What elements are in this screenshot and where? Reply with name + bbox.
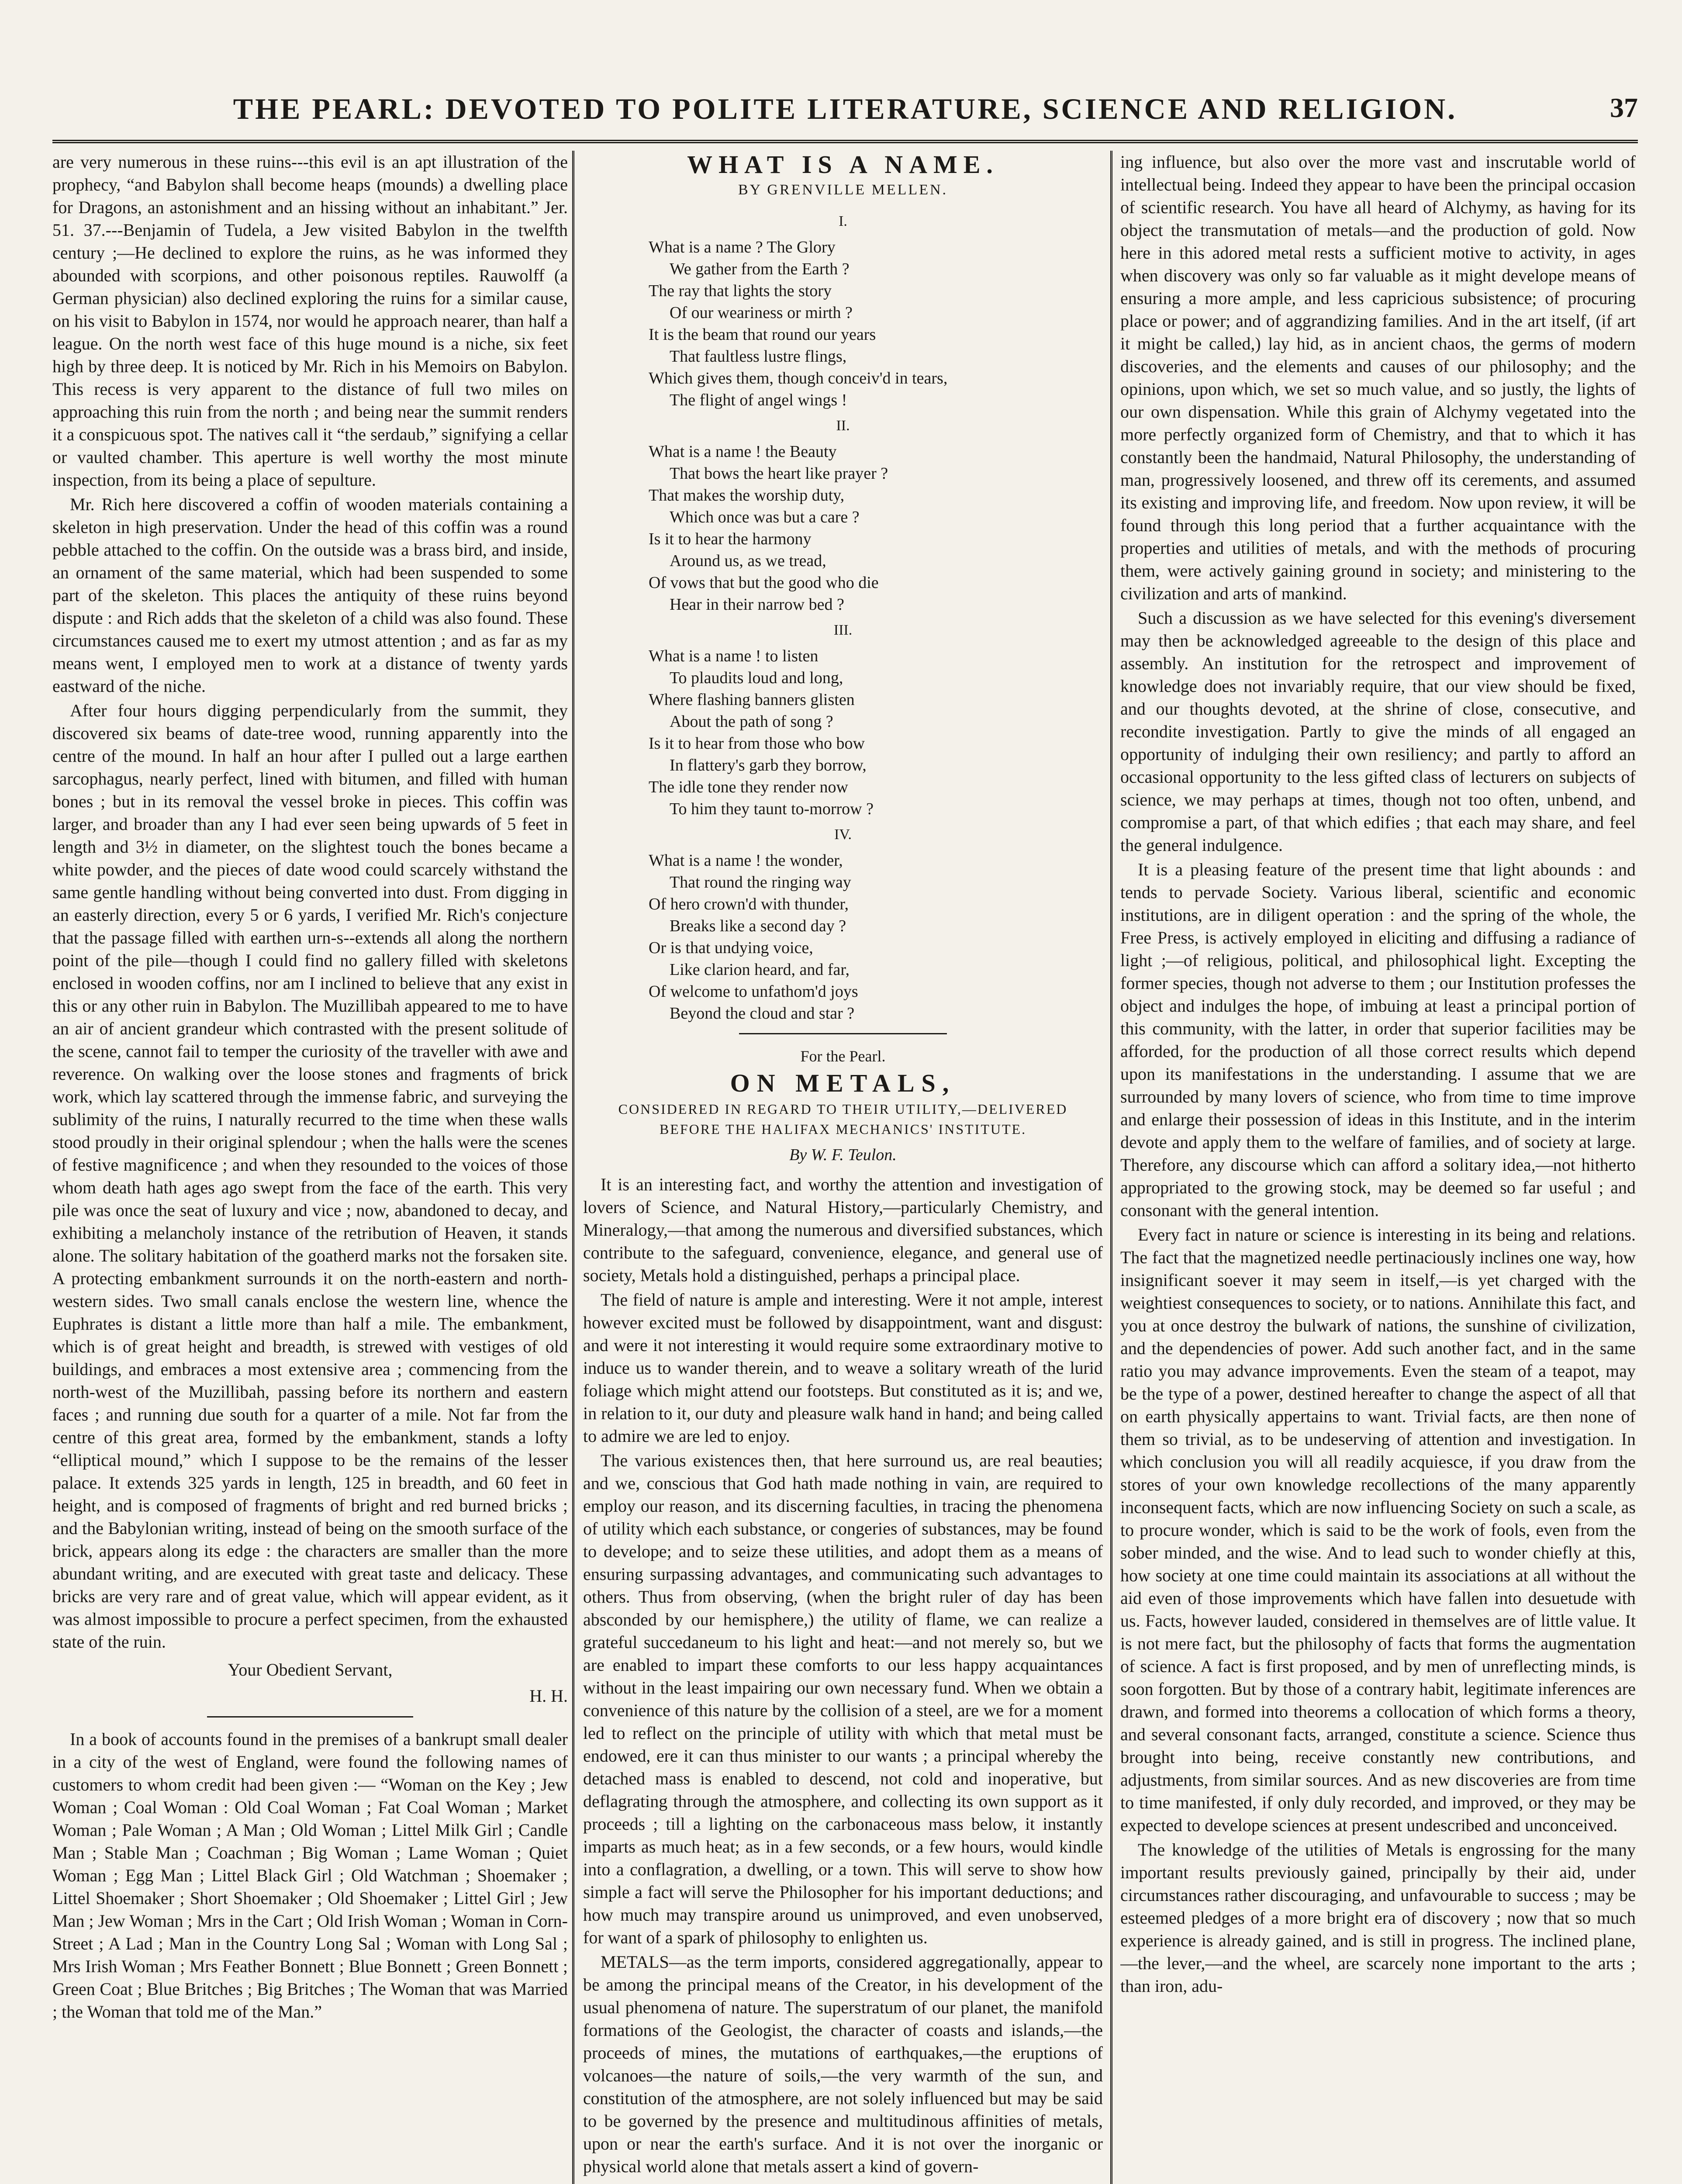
paragraph: In a book of accounts found in the premises of a bankrupt small dealer in a city of the west of England, were found the following names of customers to whom credit had been given :— “Woman on the Key ; Jew Woman ; Coal Woman : Old Coal Woman ; Fat Coal Woman ; Market Woman ; Pale Woman ; A Man ; Old Woman ; Littel Milk Girl ; Candle Man ; Stable Man ; Coachman ; Big Woman ; Lame Woman ; Quiet Woman ; Egg Man ; Littel Black Girl ; Old Watchman ; Shoemaker ; Littel Shoemaker ; Short Shoemaker ; Old Shoemaker ; Littel Girl ; Jew Man ; Jew Woman ; Mrs in the Cart ; Old Irish Woman ; Woman in Corn-Street ; A Lad ; Man in the Country Long Sal ; Woman with Long Sal ; Mrs Irish Woman ; Mrs Feather Bonnett ; Blue Bonnett ; Green Bonnett ; Green Coat ; Blue Britches ; Big Britches ; The Woman that was Married ; the Woman that told me of the Man.” xyxy=(52,1729,568,2022)
paragraph: Such a discussion as we have selected for this evening's diversement may then be acknowledged agreeable to the design of this place and assembly. An institution for the retrospect and improvement of knowledge does not invariably require, that our view should be fixed, and our thoughts devoted, at the shrine of close, consecutive, and recondite investigation. Partly to give the minds of all engaged an opportunity of indulging their own resiliency; and partly to afford an occasional opportunity to the less gifted class of lecturers on subjects of science, we may perhaps at times, though not too often, unbend, and compromise a part, of that which edifies ; that each may share, and feel the general indulgence. xyxy=(1120,608,1636,855)
poem-line: Beyond the cloud and star ? xyxy=(670,1004,855,1023)
column-rule xyxy=(1110,151,1112,2184)
poem-line: Like clarion heard, and far, xyxy=(670,961,850,979)
poem-line: Or is that undying voice, xyxy=(649,939,813,957)
poem-line: To plaudits loud and long, xyxy=(670,669,843,687)
poem-line: Of vows that but the good who die xyxy=(649,574,879,592)
poem-line: Which once was but a care ? xyxy=(670,508,860,526)
poem-line: The flight of angel wings ! xyxy=(670,391,847,409)
stanza-number: II. xyxy=(836,418,850,434)
stanza xyxy=(583,850,1103,1024)
column-rule xyxy=(572,151,574,2184)
column-middle xyxy=(583,151,1103,2184)
poem-line: Breaks like a second day ? xyxy=(670,917,846,935)
poem-line: Of our weariness or mirth ? xyxy=(670,304,853,322)
poem-line: Around us, as we tread, xyxy=(670,552,826,570)
stanza xyxy=(583,645,1103,820)
column-right xyxy=(1120,151,1636,2184)
poem-line: Of welcome to unfathom'd joys xyxy=(649,982,858,1001)
page-number: 37 xyxy=(1610,92,1638,123)
section-divider xyxy=(739,1033,947,1034)
paragraph: Every fact in nature or science is interesting in its being and relations. The fact that the magnetized needle pertinaciously inclines one way, how insignificant soever it may seem in itself,—is yet charged with the weightiest consequences to society, or to nations. Annihilate this fact, and you at once destroy the bulwark of nations, the sunshine of civilization, and the dependencies of power. Add such another fact, and in the same ratio you may advance improvements. Even the steam of a teapot, may be the type of a power, destined hereafter to change the aspect of all that on earth physically appertains to want. Trivial facts, are then none of them so trivial, as to be undeserving of attention and investigation. In which conclusion you will all readily acquiesce, if you draw from the stores of your own knowledge recollections of the many apparently inconsequent facts, which are now influencing Society on such a scale, as to procure wonder, which is said to be the work of fools, even from the sober minded, and the wise. And to lead such to wonder chiefly at this, how society at one time could maintain its associations at all without the aid even of those improvements which have fallen into desuetude with us. Facts, however lauded, considered in themselves are of little value. It is not mere fact, but the philosophy of facts that forms the augmentation of science. A fact is first proposed, and by men of unreflecting minds, is soon forgotten. But by those of a contrary habit, legitimate inferences are drawn, and formed into theorems a collocation of which forms a theory, and several consonant facts, arranged, constitute a science. Science thus brought into being, receive constantly new contributions, and adjustments, from similar sources. And as new discoveries are from time to time manifested, if only duly recorded, and improved, or they may be expected to develope sciences at present undescribed and unconceived. xyxy=(1120,1225,1636,1835)
stanza xyxy=(583,236,1103,411)
article-byline: By W. F. Teulon. xyxy=(789,1146,897,1164)
article-subtitle: CONSIDERED IN REGARD TO THEIR UTILITY,—DELIVERED BEFORE THE HALIFAX MECHANICS' INSTITUTE. xyxy=(618,1101,1068,1137)
paragraph: METALS—as the term imports, considered aggregationally, appear to be among the principal means of the Creator, in his development of the usual phenomena of nature. The superstratum of our planet, the manifold formations of the Geologist, the character of coasts and islands,—the proceeds of mines, the mutations of earthquakes,—the eruptions of volcanoes—the nature of soils,—the very warmth of the sun, and constitution of the atmosphere, are not solely influenced but may be said to be governed by the presence and multitudinous affinities of metals, upon or near the earth's surface. And it is not over the inorganic or physical world alone that metals assert a kind of govern- xyxy=(583,1952,1103,2176)
article-title: ON METALS, xyxy=(730,1069,956,1097)
poem-line: Which gives them, though conceiv'd in tears, xyxy=(649,369,948,387)
poem-line: What is a name ! to listen xyxy=(649,647,819,665)
poem-line: To him they taunt to-morrow ? xyxy=(670,800,874,818)
poem-line: What is a name ! the Beauty xyxy=(649,442,837,461)
poem-line: Hear in their narrow bed ? xyxy=(670,595,844,614)
page-header xyxy=(52,87,1638,143)
stanza-number: I. xyxy=(839,213,847,229)
poem-title: WHAT IS A NAME. xyxy=(687,151,999,179)
paragraph: The field of nature is ample and interesting. Were it not ample, interest however excited must be followed by disappointment, want and disgust: and were it not interesting it would require some extraordinary motive to induce us to wander therein, and to weave a solitary wreath of the lurid foliage which might attend our footsteps. But constituted as it is; and we, in relation to it, our duty and pleasure walk hand in hand; and being called to admire we are led to enjoy. xyxy=(583,1290,1103,1446)
column-left xyxy=(52,151,568,2184)
paragraph: Mr. Rich here discovered a coffin of wooden materials containing a skeleton in high preservation. Under the head of this coffin was a round pebble attached to the coffin. On the outside was a brass bird, and inside, an ornament of the same material, which had been suspended to some part of the skeleton. This places the antiquity of these ruins beyond dispute : and Rich adds that the skeleton of a child was also found. These circumstances caused me to exert my utmost attention ; and as far as my means went, I employed men to work at a distance of twenty yards eastward of the niche. xyxy=(52,494,568,696)
article-source: For the Pearl. xyxy=(800,1047,886,1065)
poem-line: In flattery's garb they borrow, xyxy=(670,756,867,774)
poem-line: That faultless lustre flings, xyxy=(670,347,847,366)
letter-closing: Your Obedient Servant, xyxy=(228,1660,393,1679)
paragraph: are very numerous in these ruins---this evil is an apt illustration of the prophecy, “and Babylon shall become heaps (mounds) a dwelling place for Dragons, an astonishment and an hissing without an inhabitant.” Jer. 51. 37.---Benjamin of Tudela, a Jew visited Babylon in the twelfth century ;—He declined to explore the ruins, as he was informed they abounded with scorpions, and other poisonous reptiles. Rauwolff (a German physician) also declined exploring the ruins for a similar cause, on his visit to Babylon in 1574, nor would he approach nearer, than half a league. On the north west face of this huge mound is a niche, six feet high by three deep. It is noticed by Mr. Rich in his Memoirs on Babylon. This recess is very apparent to the distance of full two miles on approaching this ruin from the north ; and being near the summit renders it a conspicuous spot. The natives call it “the serdaub,” signifying a cellar or vaulted chamber. This aperture is well worthy the most minute inspection, from its being a place of sepulture. xyxy=(52,152,568,490)
stanza-number: III. xyxy=(833,622,853,638)
poem-line: The ray that lights the story xyxy=(649,282,832,300)
poem-line: Is it to hear from those who bow xyxy=(649,734,865,753)
paragraph: The various existences then, that here surround us, are real beauties; and we, conscious that God hath made nothing in vain, are required to employ our reason, and its discerning faculties, in tracing the phenomena of utility which each substance, or congeries of substances, may be found to develope; and to seize these utilities, and adopt them as a means of ensuring surpassing advantages, and communicating such advantages to others. Thus from observing, (when the bright ruler of day has been absconded by our hemisphere,) the utility of flame, we can realize a grateful succedaneum to his light and heat:—and not merely so, but we are enabled to impart these comforts to our less happy acquaintances without in the least impairing our own necessary fund. When we obtain a convenience of this nature by the collision of a steel, are we for a moment led to reflect on the principle of utility with which that metal must be endowed, ere it can thus minister to our wants ; a principal whereby the detached mass is enabled to descend, not cold and inoperative, but deflagrating through the atmosphere, and collecting its own support as it proceeds ; till a lighting on the carbonaceous mass below, it instantly imparts as much heat; as in a few seconds, or a few hours, would kindle into a conflagration, a dwelling, or a town. This will serve to show how simple a fact will serve the Philosopher for his important deductions; and how much may transpire around us unimproved, and even unobserved, for want of a spark of philosophy to enlighten us. xyxy=(583,1451,1103,1947)
paragraph: It is an interesting fact, and worthy the attention and investigation of lovers of Science, and Natural History,—particularly Chemistry, and Mineralogy,—that among the numerous and diversified substances, which contribute to the safeguard, convenience, elegance, and general use of society, Metals hold a distinguished, perhaps a principal place. xyxy=(583,1175,1103,1285)
letter-signature: H. H. xyxy=(529,1686,568,1706)
poem-body xyxy=(583,210,1103,1024)
paragraph: It is a pleasing feature of the present time that light abounds : and tends to pervade Society. Various liberal, scientific and economic institutions, are in diligent operation : and the spring of the whole, the Free Press, is actively employed in eliciting and diffusing a radiance of light ;—of religious, political, and philosophical light. Excepting the former species, though not adverse to them ; our Institution professes the object and indulges the hope, of imbuing at least a principal portion of this community, with the latter, in order that superior facilities may be afforded, for the production of all those correct results which depend upon its manifestations in the understanding. I assume that we are surrounded by many lovers of science, who from time to time improve and enlarge their possession of ideas in this Institute, and in the interim devote and apply them to the welfare of families, and of society at large. Therefore, any discourse which can afford a solitary idea,—not hitherto appropriated to the growing stock, may be deemed so far useful ; and consonant with the general intention. xyxy=(1120,860,1636,1220)
poem-line: That makes the worship duty, xyxy=(649,486,845,505)
paragraph: ing influence, but also over the more vast and inscrutable world of intellectual being. Indeed they appear to have been the principal occasion of scientific research. You have all heard of Alchymy, as having for its object the transmutation of metals—and the production of gold. Now here in this adored metal rests a sufficient motive to activity, in ages when discovery was only so far valuable as it might develope means of ensuring a more ample, and less capricious subsistence; of procuring place or power; and of aggrandizing families. And in the art itself, (if art it might be called,) lay hid, as in ancient chaos, the germs of modern discoveries, and the elements and causes of our philosophy; and the opinions, upon which, we set so much value, and so justly, the lights of our own dispensation. While this grain of Alchymy vegetated into the more perfectly organized form of Chemistry, and that to which it has constantly been the handmaid, Natural Philosophy, the understanding of man, progressively loosened, and threw off its cerements, and assumed its existing and improving life, and freedom. Now upon review, it will be found through this long period that a further acquaintance with the properties and utilities of metals, and with the methods of procuring them, were actively gaining ground in society; and ministering to the civilization and arts of mankind. xyxy=(1120,152,1636,603)
poem-line: Of hero crown'd with thunder, xyxy=(649,895,849,913)
stanza-number: IV. xyxy=(834,826,852,843)
poem-line: It is the beam that round our years xyxy=(649,325,876,344)
poem-line: What is a name ? The Glory xyxy=(649,238,836,256)
poem-line: The idle tone they render now xyxy=(649,778,848,796)
section-divider xyxy=(207,1716,413,1717)
poem-line: That bows the heart like prayer ? xyxy=(670,464,888,483)
poem-line: Is it to hear the harmony xyxy=(649,530,812,548)
masthead: THE PEARL: DEVOTED TO POLITE LITERATURE, SCIENCE AND RELIGION. xyxy=(233,92,1458,125)
poem-line: Where flashing banners glisten xyxy=(649,691,855,709)
paragraph: The knowledge of the utilities of Metals is engrossing for the many important results previously gained, principally by their aid, under circumstances rather discouraging, and unfavourable to success ; may be esteemed pledges of a more bright era of discovery ; now that so much experience is already gained, and is still in progress. The inclined plane,—the lever,—and the wheel, are scarcely none important to the arts ; than iron, adu- xyxy=(1120,1840,1636,1996)
poem-line: We gather from the Earth ? xyxy=(670,260,850,278)
poem-author: BY GRENVILLE MELLEN. xyxy=(738,182,948,198)
poem-line: That round the ringing way xyxy=(670,873,851,892)
poem-line: About the path of song ? xyxy=(670,712,833,731)
paragraph: After four hours digging perpendicularly from the summit, they discovered six beams of date-tree wood, running apparently into the centre of the mound. In half an hour after I pulled out a large earthen sarcophagus, nearly perfect, lined with bitumen, and filled with human bones ; but in its removal the vessel broke in pieces. This coffin was larger, and broader than any I had ever seen being upwards of 5 feet in length and 3½ in diameter, on the slightest touch the bones became a white powder, and the pieces of date wood could scarcely withstand the same gentle handling without being converted into dust. From digging in an easterly direction, every 5 or 6 yards, I verified Mr. Rich's conjecture that the passage filled with earthen urn-s--extends all along the northern point of the pile—though I could find no gallery filled with skeletons enclosed in wooden coffins, nor am I inclined to believe that any exist in this or any other ruin in Babylon. The Muzillibah appeared to me to have an air of ancient grandeur which contrasted with the present solitude of the scene, cannot fail to temper the curiosity of the traveller with awe and reverence. On walking over the loose stones and fragments of brick work, which lay scattered through the immense fabric, and surveying the sublimity of the ruins, I naturally recurred to the time when these walls stood proudly in their original splendour ; when the halls were the scenes of festive magnificence ; and when they resounded to the voices of those whom death hath ages ago swept from the face of the earth. This very pile was once the seat of luxury and vice ; now, abandoned to decay, and exhibiting a melancholy instance of the retribution of Heaven, it stands alone. The solitary habitation of the goatherd marks not the forsaken site. A protecting embankment surrounds it on the north-eastern and north-western sides. Two small canals enclose the western line, whence the Euphrates is distant a little more than half a mile. The embankment, which is of great height and breadth, is strewed with vestiges of old buildings, and embraces a most extensive area ; commencing from the north-west of the Muzillibah, passing before its northern and eastern faces ; and running due south for a quarter of a mile. Not far from the centre of this great area, formed by the embankment, stands a lofty “elliptical mound,” which I suppose to be the remains of the lesser palace. It extends 325 yards in length, 125 in breadth, and 60 feet in height, and is composed of fragments of bright and red burned bricks ; and the Babylonian writing, instead of being on the smooth surface of the brick, appears along its edge : the characters are smaller than the more abundant writing, and are executed with great taste and delicacy. These bricks are very rare and of great value, which will appear evident, as it was almost impossible to procure a perfect specimen, from the exhausted state of the ruin. xyxy=(52,701,568,1652)
stanza xyxy=(583,441,1103,615)
poem-line: What is a name ! the wonder, xyxy=(649,851,843,870)
